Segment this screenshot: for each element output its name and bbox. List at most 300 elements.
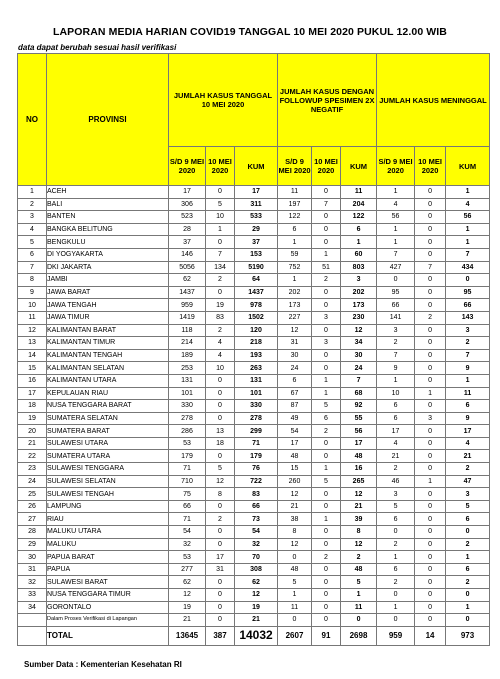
header-sd: S/D 9 MEI 2020 bbox=[278, 147, 312, 186]
count-value: 3 bbox=[312, 337, 341, 350]
count-value: 0 bbox=[415, 324, 446, 337]
count-value: 0 bbox=[312, 614, 341, 627]
kum-value: 122 bbox=[341, 211, 377, 224]
count-value: 0 bbox=[206, 400, 235, 413]
count-value: 0 bbox=[415, 248, 446, 261]
total-label: TOTAL bbox=[47, 626, 169, 645]
table-row bbox=[18, 500, 490, 513]
kum-value: 56 bbox=[446, 211, 490, 224]
kum-value: 6 bbox=[341, 223, 377, 236]
count-value: 28 bbox=[169, 223, 206, 236]
count-value: 0 bbox=[206, 374, 235, 387]
row-number: 26 bbox=[18, 500, 47, 513]
count-value: 5 bbox=[312, 400, 341, 413]
row-number: 8 bbox=[18, 274, 47, 287]
kum-value: 3 bbox=[341, 274, 377, 287]
count-value: 0 bbox=[312, 236, 341, 249]
count-value: 306 bbox=[169, 198, 206, 211]
kum-value: 218 bbox=[235, 337, 278, 350]
count-value: 1 bbox=[377, 236, 415, 249]
count-value: 8 bbox=[206, 488, 235, 501]
kum-value: 9 bbox=[446, 362, 490, 375]
count-value: 0 bbox=[206, 589, 235, 602]
kum-value: 6 bbox=[446, 513, 490, 526]
count-value: 253 bbox=[169, 362, 206, 375]
table-row bbox=[18, 450, 490, 463]
count-value: 6 bbox=[377, 412, 415, 425]
kum-value: 308 bbox=[235, 563, 278, 576]
kum-value: 60 bbox=[341, 248, 377, 261]
count-value: 0 bbox=[415, 337, 446, 350]
count-value: 48 bbox=[278, 563, 312, 576]
kum-value: 263 bbox=[235, 362, 278, 375]
count-value: 31 bbox=[206, 563, 235, 576]
count-value: 2 bbox=[206, 513, 235, 526]
count-value: 0 bbox=[415, 349, 446, 362]
kum-value: 1 bbox=[341, 589, 377, 602]
count-value: 0 bbox=[206, 236, 235, 249]
count-value: 10 bbox=[377, 387, 415, 400]
count-value: 19 bbox=[206, 299, 235, 312]
verification-row bbox=[18, 614, 490, 627]
count-value: 12 bbox=[169, 589, 206, 602]
kum-value: 12 bbox=[341, 324, 377, 337]
table-row bbox=[18, 412, 490, 425]
count-value: 278 bbox=[169, 412, 206, 425]
table-row bbox=[18, 311, 490, 324]
count-value: 1 bbox=[312, 248, 341, 261]
report-title: LAPORAN MEDIA HARIAN COVID19 TANGGAL 10 MEI 2020 PUKUL 12.00 WIB bbox=[52, 26, 447, 38]
province-name: BENGKULU bbox=[47, 236, 169, 249]
kum-value: 193 bbox=[235, 349, 278, 362]
count-value: 66 bbox=[169, 500, 206, 513]
count-value: 752 bbox=[278, 261, 312, 274]
count-value: 101 bbox=[169, 387, 206, 400]
province-name: MALUKU UTARA bbox=[47, 526, 169, 539]
province-name: JAWA TENGAH bbox=[47, 299, 169, 312]
kum-value: 17 bbox=[341, 437, 377, 450]
count-value: 71 bbox=[169, 463, 206, 476]
row-number: 21 bbox=[18, 437, 47, 450]
kum-value: 2 bbox=[446, 463, 490, 476]
count-value: 0 bbox=[415, 374, 446, 387]
province-name: NUSA TENGGARA BARAT bbox=[47, 400, 169, 413]
count-value: 131 bbox=[169, 374, 206, 387]
kum-value: 153 bbox=[235, 248, 278, 261]
count-value: 56 bbox=[377, 211, 415, 224]
kum-value: 803 bbox=[341, 261, 377, 274]
province-name: SUMATERA UTARA bbox=[47, 450, 169, 463]
count-value: 0 bbox=[377, 589, 415, 602]
table-row bbox=[18, 538, 490, 551]
kum-value: 16 bbox=[341, 463, 377, 476]
count-value: 0 bbox=[415, 463, 446, 476]
table-row bbox=[18, 576, 490, 589]
kum-value: 48 bbox=[341, 563, 377, 576]
count-value: 54 bbox=[169, 526, 206, 539]
count-value: 0 bbox=[377, 274, 415, 287]
count-value: 710 bbox=[169, 475, 206, 488]
table-row bbox=[18, 223, 490, 236]
count-value: 0 bbox=[206, 450, 235, 463]
kum-value: 2 bbox=[446, 538, 490, 551]
kum-value: 34 bbox=[341, 337, 377, 350]
kum-value: 131 bbox=[235, 374, 278, 387]
kum-value: 12 bbox=[341, 488, 377, 501]
kum-value: 4 bbox=[446, 437, 490, 450]
count-value: 118 bbox=[169, 324, 206, 337]
count-value: 0 bbox=[415, 576, 446, 589]
table-row bbox=[18, 488, 490, 501]
count-value: 0 bbox=[415, 551, 446, 564]
count-value: 214 bbox=[169, 337, 206, 350]
count-value: 7 bbox=[415, 261, 446, 274]
count-value: 0 bbox=[206, 576, 235, 589]
kum-value: 11 bbox=[446, 387, 490, 400]
total-value: 973 bbox=[446, 626, 490, 645]
count-value: 83 bbox=[206, 311, 235, 324]
source-note: Sumber Data : Kementerian Kesehatan RI bbox=[24, 660, 182, 669]
count-value: 0 bbox=[415, 563, 446, 576]
count-value: 95 bbox=[377, 286, 415, 299]
kum-value: 0 bbox=[446, 614, 490, 627]
count-value: 38 bbox=[278, 513, 312, 526]
count-value: 2 bbox=[312, 551, 341, 564]
kum-value: 21 bbox=[235, 614, 278, 627]
table-row bbox=[18, 551, 490, 564]
kum-value: 1 bbox=[446, 601, 490, 614]
count-value: 5 bbox=[206, 198, 235, 211]
kum-value: 1 bbox=[446, 223, 490, 236]
count-value: 134 bbox=[206, 261, 235, 274]
province-name: BANTEN bbox=[47, 211, 169, 224]
row-number: 14 bbox=[18, 349, 47, 362]
count-value: 0 bbox=[415, 425, 446, 438]
count-value: 959 bbox=[169, 299, 206, 312]
count-value: 54 bbox=[278, 425, 312, 438]
kum-value: 1 bbox=[446, 186, 490, 199]
total-value: 387 bbox=[206, 626, 235, 645]
total-spacer bbox=[18, 626, 47, 645]
row-number: 25 bbox=[18, 488, 47, 501]
count-value: 24 bbox=[278, 362, 312, 375]
count-value: 53 bbox=[169, 551, 206, 564]
kum-value: 101 bbox=[235, 387, 278, 400]
kum-value: 5 bbox=[446, 500, 490, 513]
count-value: 1 bbox=[206, 223, 235, 236]
count-value: 0 bbox=[415, 198, 446, 211]
count-value: 12 bbox=[206, 475, 235, 488]
kum-value: 7 bbox=[446, 248, 490, 261]
table-row bbox=[18, 324, 490, 337]
kum-value: 76 bbox=[235, 463, 278, 476]
table-row bbox=[18, 526, 490, 539]
count-value: 30 bbox=[278, 349, 312, 362]
count-value: 71 bbox=[169, 513, 206, 526]
count-value: 146 bbox=[169, 248, 206, 261]
province-name: SUMATERA SELATAN bbox=[47, 412, 169, 425]
province-name: PAPUA bbox=[47, 563, 169, 576]
count-value: 0 bbox=[415, 614, 446, 627]
kum-value: 83 bbox=[235, 488, 278, 501]
table-row bbox=[18, 589, 490, 602]
kum-value: 62 bbox=[235, 576, 278, 589]
row-number: 29 bbox=[18, 538, 47, 551]
count-value: 0 bbox=[312, 563, 341, 576]
row-number: 20 bbox=[18, 425, 47, 438]
count-value: 1 bbox=[377, 601, 415, 614]
count-value: 0 bbox=[206, 526, 235, 539]
kum-value: 1 bbox=[446, 374, 490, 387]
row-number: 15 bbox=[18, 362, 47, 375]
count-value: 197 bbox=[278, 198, 312, 211]
province-name: NUSA TENGGARA TIMUR bbox=[47, 589, 169, 602]
kum-value: 47 bbox=[446, 475, 490, 488]
report-subtitle: data dapat berubah sesuai hasil verifikasi bbox=[18, 43, 177, 52]
table-row bbox=[18, 211, 490, 224]
table-row bbox=[18, 337, 490, 350]
kum-value: 11 bbox=[341, 601, 377, 614]
count-value: 18 bbox=[206, 437, 235, 450]
count-value: 75 bbox=[169, 488, 206, 501]
province-name: JAWA TIMUR bbox=[47, 311, 169, 324]
count-value: 330 bbox=[169, 400, 206, 413]
count-value: 0 bbox=[312, 450, 341, 463]
count-value: 7 bbox=[312, 198, 341, 211]
count-value: 0 bbox=[312, 526, 341, 539]
kum-value: 56 bbox=[341, 425, 377, 438]
count-value: 1 bbox=[377, 186, 415, 199]
kum-value: 6 bbox=[446, 563, 490, 576]
total-value: 13645 bbox=[169, 626, 206, 645]
kum-value: 3 bbox=[446, 324, 490, 337]
count-value: 277 bbox=[169, 563, 206, 576]
count-value: 11 bbox=[278, 601, 312, 614]
count-value: 6 bbox=[278, 374, 312, 387]
row-number: 32 bbox=[18, 576, 47, 589]
header-provinsi: PROVINSI bbox=[47, 54, 169, 186]
count-value: 0 bbox=[312, 500, 341, 513]
province-name: SULAWESI TENGGARA bbox=[47, 463, 169, 476]
kum-value: 202 bbox=[341, 286, 377, 299]
count-value: 1 bbox=[312, 463, 341, 476]
table-row bbox=[18, 463, 490, 476]
count-value: 0 bbox=[415, 236, 446, 249]
count-value: 2 bbox=[377, 463, 415, 476]
row-number: 9 bbox=[18, 286, 47, 299]
count-value: 122 bbox=[278, 211, 312, 224]
kum-value: 2 bbox=[446, 576, 490, 589]
count-value: 141 bbox=[377, 311, 415, 324]
count-value: 21 bbox=[278, 500, 312, 513]
count-value: 17 bbox=[278, 437, 312, 450]
header-sd: S/D 9 MEI 2020 bbox=[169, 147, 206, 186]
row-number bbox=[18, 614, 47, 627]
row-number: 17 bbox=[18, 387, 47, 400]
count-value: 0 bbox=[206, 614, 235, 627]
count-value: 0 bbox=[415, 488, 446, 501]
count-value: 12 bbox=[278, 324, 312, 337]
kum-value: 434 bbox=[446, 261, 490, 274]
count-value: 2 bbox=[312, 425, 341, 438]
count-value: 189 bbox=[169, 349, 206, 362]
count-value: 4 bbox=[206, 349, 235, 362]
count-value: 0 bbox=[312, 299, 341, 312]
kum-value: 230 bbox=[341, 311, 377, 324]
province-name: SULAWESI SELATAN bbox=[47, 475, 169, 488]
count-value: 286 bbox=[169, 425, 206, 438]
count-value: 0 bbox=[206, 412, 235, 425]
count-value: 3 bbox=[377, 324, 415, 337]
header-d10: 10 MEI 2020 bbox=[415, 147, 446, 186]
province-name: SULAWESI UTARA bbox=[47, 437, 169, 450]
kum-value: 92 bbox=[341, 400, 377, 413]
count-value: 0 bbox=[278, 551, 312, 564]
count-value: 6 bbox=[377, 400, 415, 413]
count-value: 0 bbox=[415, 186, 446, 199]
table-row bbox=[18, 248, 490, 261]
count-value: 2 bbox=[377, 576, 415, 589]
kum-value: 8 bbox=[341, 526, 377, 539]
kum-value: 7 bbox=[446, 349, 490, 362]
row-number: 3 bbox=[18, 211, 47, 224]
count-value: 2 bbox=[377, 337, 415, 350]
row-number: 4 bbox=[18, 223, 47, 236]
kum-value: 5190 bbox=[235, 261, 278, 274]
table-row bbox=[18, 475, 490, 488]
kum-value: 95 bbox=[446, 286, 490, 299]
count-value: 12 bbox=[278, 488, 312, 501]
kum-value: 64 bbox=[235, 274, 278, 287]
kum-value: 17 bbox=[446, 425, 490, 438]
count-value: 3 bbox=[415, 412, 446, 425]
count-value: 0 bbox=[415, 211, 446, 224]
header-kum: KUM bbox=[446, 147, 490, 186]
province-name: MALUKU bbox=[47, 538, 169, 551]
table-row bbox=[18, 362, 490, 375]
table-body bbox=[18, 186, 490, 646]
province-name: JAWA BARAT bbox=[47, 286, 169, 299]
kum-value: 66 bbox=[446, 299, 490, 312]
count-value: 9 bbox=[377, 362, 415, 375]
province-name: SUMATERA BARAT bbox=[47, 425, 169, 438]
province-name: KALIMANTAN TENGAH bbox=[47, 349, 169, 362]
kum-value: 0 bbox=[446, 526, 490, 539]
kum-value: 1502 bbox=[235, 311, 278, 324]
count-value: 1 bbox=[312, 513, 341, 526]
count-value: 62 bbox=[169, 576, 206, 589]
kum-value: 11 bbox=[341, 186, 377, 199]
province-name: KEPULAUAN RIAU bbox=[47, 387, 169, 400]
header-kum: KUM bbox=[235, 147, 278, 186]
row-number: 13 bbox=[18, 337, 47, 350]
row-number: 6 bbox=[18, 248, 47, 261]
kum-value: 533 bbox=[235, 211, 278, 224]
province-name: ACEH bbox=[47, 186, 169, 199]
kum-value: 143 bbox=[446, 311, 490, 324]
total-value: 14 bbox=[415, 626, 446, 645]
table-row bbox=[18, 387, 490, 400]
count-value: 2 bbox=[312, 274, 341, 287]
count-value: 0 bbox=[312, 589, 341, 602]
kum-value: 978 bbox=[235, 299, 278, 312]
header-d10: 10 MEI 2020 bbox=[206, 147, 235, 186]
kum-value: 722 bbox=[235, 475, 278, 488]
count-value: 523 bbox=[169, 211, 206, 224]
count-value: 2 bbox=[377, 538, 415, 551]
kum-value: 29 bbox=[235, 223, 278, 236]
kum-value: 17 bbox=[235, 186, 278, 199]
count-value: 1 bbox=[278, 589, 312, 602]
province-name: BANGKA BELITUNG bbox=[47, 223, 169, 236]
row-number: 12 bbox=[18, 324, 47, 337]
count-value: 2 bbox=[206, 324, 235, 337]
count-value: 6 bbox=[312, 412, 341, 425]
count-value: 1 bbox=[278, 274, 312, 287]
kum-value: 265 bbox=[341, 475, 377, 488]
count-value: 0 bbox=[377, 526, 415, 539]
kum-value: 55 bbox=[341, 412, 377, 425]
count-value: 0 bbox=[312, 488, 341, 501]
kum-value: 0 bbox=[446, 589, 490, 602]
count-value: 3 bbox=[312, 311, 341, 324]
kum-value: 0 bbox=[446, 274, 490, 287]
count-value: 260 bbox=[278, 475, 312, 488]
kum-value: 32 bbox=[235, 538, 278, 551]
kum-value: 2 bbox=[446, 337, 490, 350]
count-value: 202 bbox=[278, 286, 312, 299]
kum-value: 12 bbox=[235, 589, 278, 602]
verification-label: Dalam Proses Verifikasi di Lapangan bbox=[47, 614, 169, 627]
count-value: 49 bbox=[278, 412, 312, 425]
kum-value: 1437 bbox=[235, 286, 278, 299]
count-value: 0 bbox=[206, 186, 235, 199]
count-value: 0 bbox=[312, 538, 341, 551]
province-name: PAPUA BARAT bbox=[47, 551, 169, 564]
count-value: 0 bbox=[206, 500, 235, 513]
kum-value: 1 bbox=[341, 236, 377, 249]
kum-value: 311 bbox=[235, 198, 278, 211]
kum-value: 21 bbox=[341, 500, 377, 513]
header-no: NO bbox=[18, 54, 47, 186]
count-value: 7 bbox=[206, 248, 235, 261]
count-value: 0 bbox=[415, 274, 446, 287]
table-row bbox=[18, 349, 490, 362]
count-value: 4 bbox=[206, 337, 235, 350]
table-row bbox=[18, 513, 490, 526]
count-value: 0 bbox=[415, 589, 446, 602]
total-row bbox=[18, 626, 490, 645]
row-number: 7 bbox=[18, 261, 47, 274]
count-value: 0 bbox=[312, 211, 341, 224]
kum-value: 6 bbox=[446, 400, 490, 413]
count-value: 48 bbox=[278, 450, 312, 463]
table-row bbox=[18, 299, 490, 312]
count-value: 1 bbox=[377, 223, 415, 236]
count-value: 2 bbox=[206, 274, 235, 287]
kum-value: 1 bbox=[446, 236, 490, 249]
table-row bbox=[18, 198, 490, 211]
count-value: 59 bbox=[278, 248, 312, 261]
row-number: 16 bbox=[18, 374, 47, 387]
total-value: 14032 bbox=[235, 626, 278, 645]
count-value: 179 bbox=[169, 450, 206, 463]
kum-value: 68 bbox=[341, 387, 377, 400]
count-value: 0 bbox=[206, 286, 235, 299]
province-name: KALIMANTAN SELATAN bbox=[47, 362, 169, 375]
kum-value: 9 bbox=[446, 412, 490, 425]
kum-value: 70 bbox=[235, 551, 278, 564]
